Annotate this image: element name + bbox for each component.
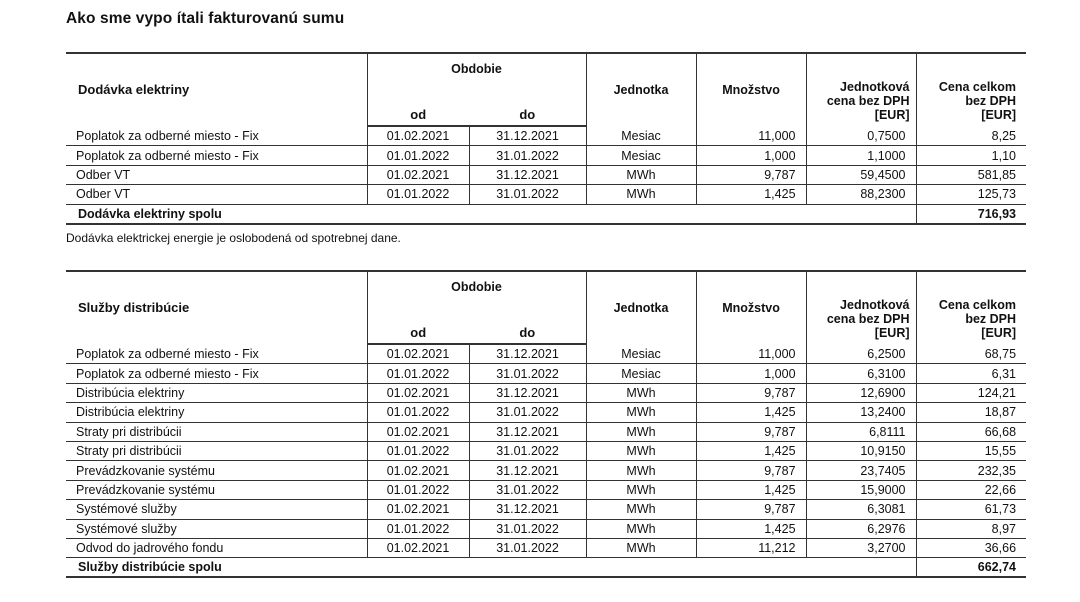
item-name-cell: Poplatok za odberné miesto - Fix [66, 344, 367, 364]
quantity-header: Množstvo [696, 271, 806, 344]
unit-cell: MWh [586, 441, 696, 460]
period-header: Obdobie [367, 53, 586, 92]
unit-price-cell: 10,9150 [806, 441, 916, 460]
unit-price-cell: 23,7405 [806, 461, 916, 480]
from-date-cell: 01.02.2021 [367, 422, 469, 441]
unit-price-cell: 59,4500 [806, 165, 916, 184]
unit-price-header [806, 53, 916, 126]
to-date-cell: 31.01.2022 [469, 403, 586, 422]
item-name-cell: Systémové služby [66, 500, 367, 519]
unit-price-cell: 6,3100 [806, 364, 916, 383]
quantity-cell: 1,425 [696, 185, 806, 204]
unit-cell: MWh [586, 461, 696, 480]
page-title: Ako sme vypo ítali fakturovanú sumu [66, 10, 345, 27]
table-row [66, 383, 1026, 402]
to-date-cell: 31.12.2021 [469, 383, 586, 402]
total-header-line: Cena celkom [938, 298, 1017, 312]
from-date-cell: 01.01.2022 [367, 480, 469, 499]
quantity-cell: 1,000 [696, 146, 806, 165]
item-name-cell: Odvod do jadrového fondu [66, 538, 367, 557]
unit-cell: MWh [586, 519, 696, 538]
to-date-cell: 31.01.2022 [469, 519, 586, 538]
quantity-cell: 11,000 [696, 344, 806, 364]
section-heading: Služby distribúcie [66, 271, 367, 344]
from-date-cell: 01.02.2021 [367, 344, 469, 364]
from-date-cell: 01.02.2021 [367, 500, 469, 519]
from-date-cell: 01.02.2021 [367, 165, 469, 184]
item-name-cell: Straty pri distribúcii [66, 422, 367, 441]
total-cell: 8,25 [916, 126, 1026, 146]
to-date-cell: 31.01.2022 [469, 538, 586, 557]
item-name-cell: Prevádzkovanie systému [66, 461, 367, 480]
to-date-cell: 31.01.2022 [469, 185, 586, 204]
unit-price-cell: 6,2500 [806, 344, 916, 364]
unit-cell: MWh [586, 422, 696, 441]
total-cell: 124,21 [916, 383, 1026, 402]
to-date-cell: 31.12.2021 [469, 126, 586, 146]
unit-price-cell: 0,7500 [806, 126, 916, 146]
item-name-cell: Prevádzkovanie systému [66, 480, 367, 499]
unit-cell: MWh [586, 480, 696, 499]
total-cell: 581,85 [916, 165, 1026, 184]
total-cell: 22,66 [916, 480, 1026, 499]
unit-price-header-line: Jednotková [840, 80, 910, 94]
unit-cell: MWh [586, 383, 696, 402]
table-row [66, 519, 1026, 538]
unit-cell: Mesiac [586, 126, 696, 146]
unit-price-cell: 15,9000 [806, 480, 916, 499]
to-date-cell: 31.12.2021 [469, 461, 586, 480]
from-header: od [367, 310, 469, 344]
unit-cell: MWh [586, 538, 696, 557]
unit-cell: Mesiac [586, 146, 696, 165]
table-row [66, 364, 1026, 383]
from-date-cell: 01.01.2022 [367, 146, 469, 165]
excise-tax-note: Dodávka elektrickej energie je oslobodená od spotrebnej dane. [66, 231, 401, 245]
unit-cell: Mesiac [586, 364, 696, 383]
item-name-cell: Poplatok za odberné miesto - Fix [66, 364, 367, 383]
supply-sum-row [66, 204, 1026, 224]
total-header [916, 271, 1026, 344]
total-cell: 68,75 [916, 344, 1026, 364]
item-name-cell: Systémové služby [66, 519, 367, 538]
quantity-cell: 1,425 [696, 441, 806, 460]
unit-header: Jednotka [586, 271, 696, 344]
distribution-sum-row [66, 558, 1026, 578]
unit-price-header-line: [EUR] [874, 326, 910, 340]
item-name-cell: Distribúcia elektriny [66, 383, 367, 402]
from-date-cell: 01.01.2022 [367, 403, 469, 422]
table-row [66, 185, 1026, 204]
supply-table [66, 52, 1026, 225]
unit-header: Jednotka [586, 53, 696, 126]
table-row [66, 500, 1026, 519]
quantity-cell: 1,425 [696, 403, 806, 422]
table-row [66, 344, 1026, 364]
unit-cell: MWh [586, 165, 696, 184]
unit-price-cell: 12,6900 [806, 383, 916, 402]
unit-price-cell: 6,2976 [806, 519, 916, 538]
table-row [66, 403, 1026, 422]
item-name-cell: Odber VT [66, 185, 367, 204]
total-cell: 66,68 [916, 422, 1026, 441]
section-heading: Dodávka elektriny [66, 53, 367, 126]
table-row [66, 461, 1026, 480]
total-header-line: [EUR] [981, 326, 1017, 340]
total-header-line: Cena celkom [938, 80, 1017, 94]
item-name-cell: Straty pri distribúcii [66, 441, 367, 460]
to-date-cell: 31.01.2022 [469, 441, 586, 460]
sum-value: 716,93 [916, 204, 1026, 224]
item-name-cell: Distribúcia elektriny [66, 403, 367, 422]
table-row [66, 126, 1026, 146]
to-date-cell: 31.12.2021 [469, 500, 586, 519]
unit-cell: MWh [586, 185, 696, 204]
from-date-cell: 01.02.2021 [367, 461, 469, 480]
to-date-cell: 31.01.2022 [469, 480, 586, 499]
quantity-cell: 11,000 [696, 126, 806, 146]
table-row [66, 480, 1026, 499]
total-cell: 232,35 [916, 461, 1026, 480]
unit-price-cell: 1,1000 [806, 146, 916, 165]
total-cell: 18,87 [916, 403, 1026, 422]
quantity-cell: 9,787 [696, 422, 806, 441]
unit-price-cell: 88,2300 [806, 185, 916, 204]
from-date-cell: 01.01.2022 [367, 185, 469, 204]
unit-price-header-line: [EUR] [874, 108, 910, 122]
distribution-table [66, 270, 1026, 578]
total-cell: 1,10 [916, 146, 1026, 165]
table-row [66, 538, 1026, 557]
quantity-cell: 1,000 [696, 364, 806, 383]
quantity-cell: 11,212 [696, 538, 806, 557]
total-header [916, 53, 1026, 126]
total-cell: 8,97 [916, 519, 1026, 538]
quantity-header: Množstvo [696, 53, 806, 126]
to-header: do [469, 92, 586, 126]
unit-price-cell: 6,8111 [806, 422, 916, 441]
period-header: Obdobie [367, 271, 586, 310]
unit-price-cell: 6,3081 [806, 500, 916, 519]
unit-price-header-line: Jednotková [840, 298, 910, 312]
to-date-cell: 31.01.2022 [469, 364, 586, 383]
table-row [66, 422, 1026, 441]
to-date-cell: 31.12.2021 [469, 344, 586, 364]
quantity-cell: 1,425 [696, 519, 806, 538]
from-date-cell: 01.01.2022 [367, 519, 469, 538]
total-header-line: bez DPH [965, 94, 1017, 108]
total-cell: 15,55 [916, 441, 1026, 460]
to-date-cell: 31.01.2022 [469, 146, 586, 165]
from-date-cell: 01.02.2021 [367, 126, 469, 146]
unit-price-cell: 3,2700 [806, 538, 916, 557]
from-date-cell: 01.01.2022 [367, 441, 469, 460]
sum-label: Služby distribúcie spolu [66, 558, 916, 578]
from-header: od [367, 92, 469, 126]
item-name-cell: Poplatok za odberné miesto - Fix [66, 126, 367, 146]
table-row [66, 146, 1026, 165]
table-row [66, 441, 1026, 460]
quantity-cell: 1,425 [696, 480, 806, 499]
sum-label: Dodávka elektriny spolu [66, 204, 916, 224]
item-name-cell: Poplatok za odberné miesto - Fix [66, 146, 367, 165]
total-cell: 125,73 [916, 185, 1026, 204]
total-header-line: [EUR] [981, 108, 1017, 122]
item-name-cell: Odber VT [66, 165, 367, 184]
unit-cell: Mesiac [586, 344, 696, 364]
total-cell: 61,73 [916, 500, 1026, 519]
sum-value: 662,74 [916, 558, 1026, 578]
total-header-line: bez DPH [965, 312, 1017, 326]
unit-price-header-line: cena bez DPH [826, 312, 910, 326]
quantity-cell: 9,787 [696, 383, 806, 402]
quantity-cell: 9,787 [696, 500, 806, 519]
table-row [66, 165, 1026, 184]
from-date-cell: 01.01.2022 [367, 364, 469, 383]
unit-price-header-line: cena bez DPH [826, 94, 910, 108]
quantity-cell: 9,787 [696, 461, 806, 480]
total-cell: 6,31 [916, 364, 1026, 383]
total-cell: 36,66 [916, 538, 1026, 557]
unit-cell: MWh [586, 403, 696, 422]
unit-price-cell: 13,2400 [806, 403, 916, 422]
to-date-cell: 31.12.2021 [469, 165, 586, 184]
from-date-cell: 01.02.2021 [367, 538, 469, 557]
unit-price-header [806, 271, 916, 344]
to-date-cell: 31.12.2021 [469, 422, 586, 441]
quantity-cell: 9,787 [696, 165, 806, 184]
unit-cell: MWh [586, 500, 696, 519]
from-date-cell: 01.02.2021 [367, 383, 469, 402]
to-header: do [469, 310, 586, 344]
